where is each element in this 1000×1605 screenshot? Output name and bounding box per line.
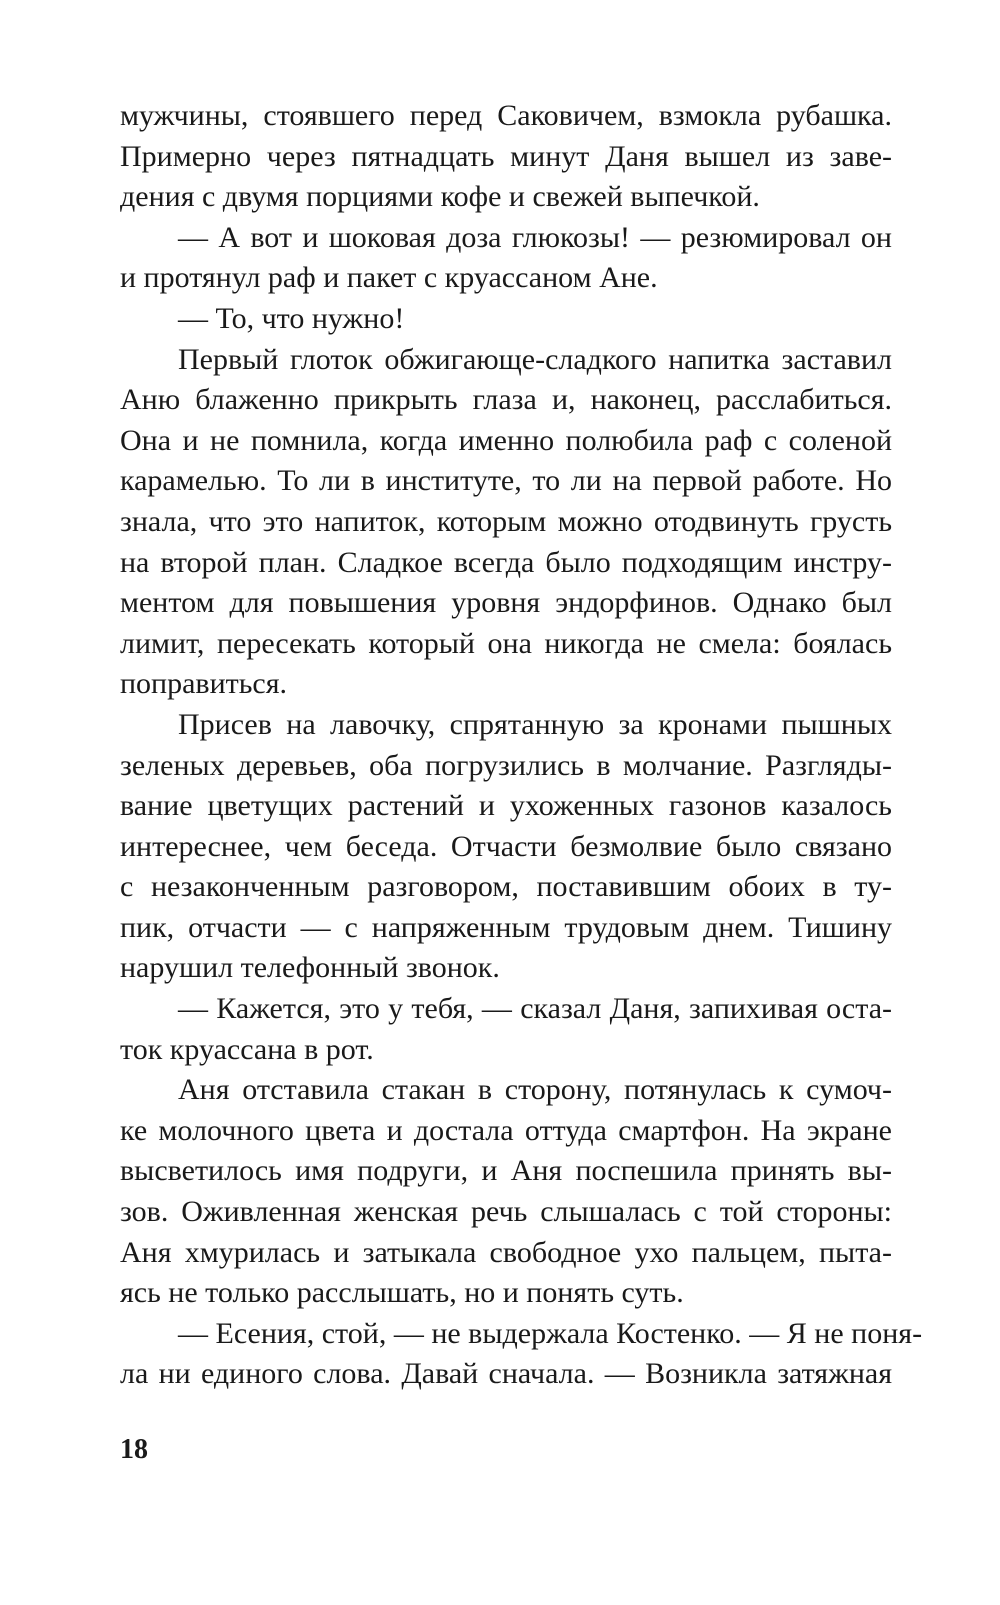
text-line: Аня отставила стакан в сторону, потянулась к сумоч- [178,1073,892,1107]
text-line: зеленых деревьев, оба погрузились в молчание. Разгляды- [120,748,892,782]
text-line: Аню блаженно прикрыть глаза и, наконец, расслабиться. [120,383,892,417]
text-line: поправиться. [120,667,288,701]
text-line: Присев на лавочку, спрятанную за кронами пышных [178,707,892,741]
paragraph [120,96,892,218]
paragraph [120,218,892,299]
paragraph [120,340,892,705]
text-line: мужчины, стоявшего перед Саковичем, взмокла рубашка. [120,99,892,132]
text-line: ментом для повышения уровня эндорфинов. Однако был [120,586,892,620]
paragraph [120,989,892,1070]
text-line: вание цветущих растений и ухоженных газонов казалось [120,789,892,823]
text-line: интереснее, чем беседа. Отчасти безмолвие было связано [120,829,892,863]
text-line: — Кажется, это у тебя, — сказал Даня, запихивая оста- [178,992,892,1026]
page-body-text [120,96,923,1395]
text-line: высветилось имя подруги, и Аня поспешила принять вы- [120,1154,892,1188]
text-line: Аня хмурилась и затыкала свободное ухо пальцем, пыта- [120,1235,892,1269]
text-line: — Есения, стой, — не выдержала Костенко. — Я не поня- [178,1316,923,1350]
paragraph [120,705,892,989]
text-line: знала, что это напиток, которым можно отодвинуть грусть [120,504,892,538]
text-line: ла ни единого слова. Давай сначала. — Возникла затяжная [120,1357,892,1391]
text-line: зов. Оживленная женская речь слышалась с той стороны: [120,1195,892,1229]
page-number: 18 [120,1434,148,1465]
text-line: — То, что нужно! [178,301,405,335]
text-line: лимит, пересекать который она никогда не смела: боялась [120,626,892,660]
text-line: и протянул раф и пакет с круассаном Ане. [120,261,658,295]
text-line: Первый глоток обжигающе-сладкого напитка заставил [178,342,892,376]
text-line: Примерно через пятнадцать минут Даня вышел из заве- [120,139,892,173]
text-line: — А вот и шоковая доза глюкозы! — резюмировал он [178,220,892,254]
text-line: пик, отчасти — с напряженным трудовым днем. Тишину [120,910,892,944]
paragraph [120,299,892,340]
text-line: нарушил телефонный звонок. [120,951,500,985]
text-line: ясь не только расслышать, но и понять суть. [120,1276,684,1310]
text-line: карамелью. То ли в институте, то ли на первой работе. Но [120,464,892,498]
text-line: ток круассана в рот. [120,1032,374,1066]
paragraph [120,1314,923,1395]
text-line: Она и не помнила, когда именно полюбила раф с соленой [120,423,892,457]
paragraph [120,1070,892,1314]
text-line: на второй план. Сладкое всегда было подходящим инстру- [120,545,892,579]
text-line: с незаконченным разговором, поставившим обоих в ту- [120,870,892,904]
text-line: дения с двумя порциями кофе и свежей выпечкой. [120,180,760,214]
text-line: ке молочного цвета и достала оттуда смартфон. На экране [120,1113,892,1147]
